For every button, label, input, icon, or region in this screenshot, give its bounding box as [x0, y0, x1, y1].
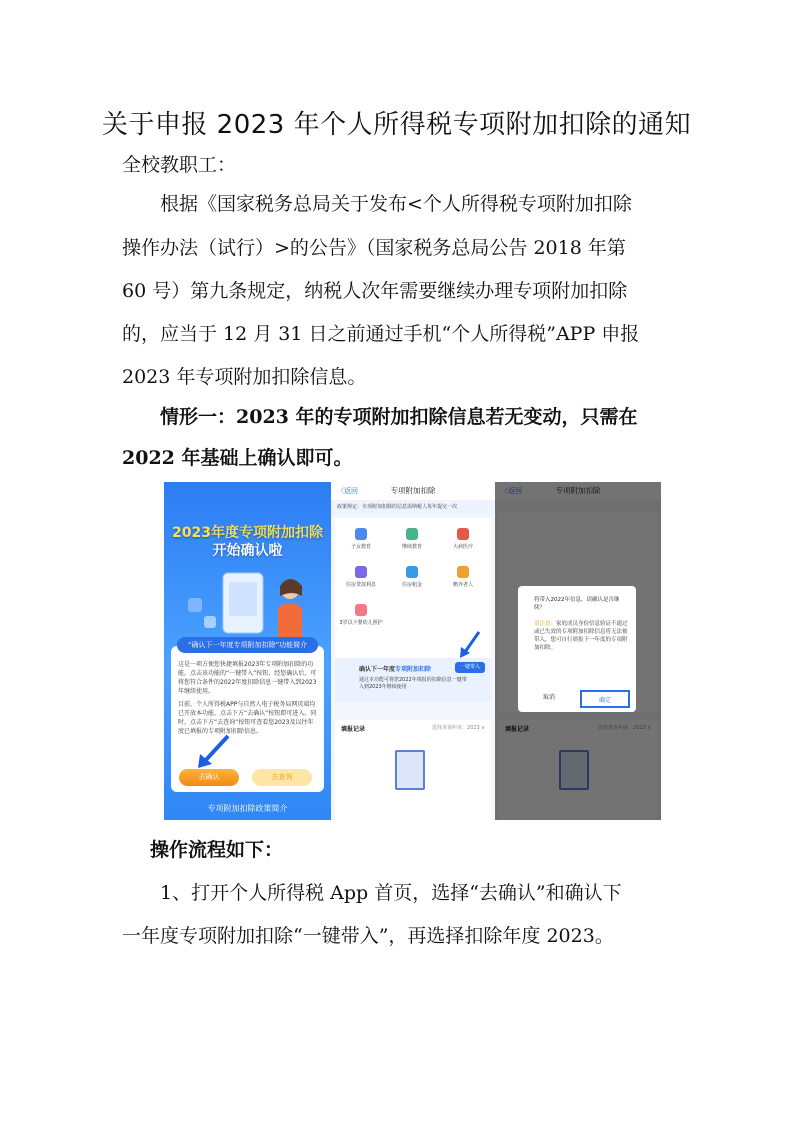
nav-title: 专项附加扣除: [390, 486, 436, 495]
dialog-note: 家庭成员身份信息验证不通过或已失效的专项附加扣除信息将无法被带入，您可自行填报下一年度的专项附加扣除。: [534, 621, 628, 651]
child-education-icon: [355, 528, 367, 540]
case1-line: 情形一：2023 年的专项附加扣除信息若无变动，只需在: [160, 406, 638, 428]
card-paragraph: 目前，个人所得税APP与自然人电子税务局网页端均已开放本功能，点击下方“去确认”按钮即可进入。同时，点击下方“去查询”按钮可查看您2023及以往年度已填报的专项附加扣除信息。: [178, 701, 317, 735]
intro-line: 根据《国家税务总局关于发布<个人所得税专项附加扣除: [160, 193, 632, 215]
empty-document-icon: [395, 750, 425, 790]
policy-notice: 政策规定：专项附加扣除的信息需纳税人每年提交一次: [331, 500, 495, 514]
dialog-question: 将带入2022年信息，请确认是否继续？: [534, 597, 620, 611]
intro-line: 60 号）第九条规定，纳税人次年需要继续办理专项附加扣除: [122, 280, 628, 302]
step1-line: 1、打开个人所得税 App 首页，选择“去确认”和确认下: [160, 882, 622, 904]
record-title: 填报记录: [341, 726, 366, 733]
intro-line: 的，应当于 12 月 31 日之前通过手机“个人所得税”APP 申报: [122, 323, 640, 345]
year-select[interactable]: 选择查询年度：2023 ∨: [432, 725, 485, 731]
page-title: 关于申报 2023 年个人所得税专项附加扣除的通知: [101, 110, 692, 140]
item-rent[interactable]: 住房租金: [388, 566, 436, 588]
confirm-description: 通过本功能可将您2022年填报的扣除信息一键带入到2023年继续使用: [359, 677, 467, 690]
house-loan-icon: [355, 566, 367, 578]
arrow-icon: [194, 734, 234, 770]
rent-icon: [406, 566, 418, 578]
card-title: “确认下一年度专项附加扣除”功能简介: [177, 637, 318, 653]
go-query-button[interactable]: 去查询: [252, 769, 312, 786]
intro-line: 操作办法（试行）>的公告》（国家税务总局公告 2018 年第: [122, 237, 626, 259]
card-paragraph: 这是一项方便您快捷填报2023年专项附加扣除的功能，点击该功能的“一键带入”按钮，经您确认后，可将您符合条件的2022年度扣除信息一键带入到2023年继续使用。: [178, 661, 317, 695]
continuing-education-icon: [406, 528, 418, 540]
item-child-education[interactable]: 子女教育: [337, 528, 385, 550]
confirm-next-year-panel: 确认下一年度专项附加扣除 一键带入 通过本功能可将您2022年填报的扣除信息一键带入到2023年继续使用: [335, 658, 491, 702]
record-section: [335, 720, 491, 820]
one-click-import-button[interactable]: 一键带入: [455, 662, 485, 673]
back-button[interactable]: 〈返回: [337, 487, 358, 495]
medical-icon: [457, 528, 469, 540]
elderly-icon: [457, 566, 469, 578]
promo-banner: 2023年度专项附加扣除 开始确认啦: [172, 525, 323, 559]
infant-icon: [355, 604, 367, 616]
item-mortgage-interest[interactable]: 住房贷款利息: [337, 566, 385, 588]
policy-intro-link[interactable]: 专项附加扣除政策简介: [207, 804, 288, 813]
step1-line: 一年度专项附加扣除“一键带入”，再选择扣除年度 2023。: [122, 925, 614, 947]
screenshot-deduction-home: [331, 482, 495, 820]
screenshot-import-dialog: [495, 482, 661, 820]
item-infant-care[interactable]: 3岁以下婴幼儿照护: [337, 604, 385, 626]
cancel-button[interactable]: 取消: [542, 694, 555, 701]
item-serious-illness[interactable]: 大病医疗: [439, 528, 487, 550]
promo-illustration: [178, 568, 318, 638]
case1-line: 2022 年基础上确认即可。: [122, 447, 353, 469]
intro-line: 2023 年专项附加扣除信息。: [122, 366, 367, 388]
arrow-icon: [457, 630, 483, 660]
process-title: 操作流程如下：: [150, 839, 284, 861]
salutation: 全校教职工：: [122, 154, 237, 176]
item-elderly-support[interactable]: 赡养老人: [439, 566, 487, 588]
import-confirm-dialog: 将带入2022年信息，请确认是否继续？ 请注意：家庭成员身份信息验证不通过或已失效的专项附加扣除信息将无法被带入，您可自行填报下一年度的专项附加扣除。 取消 确定: [518, 586, 636, 712]
item-continuing-education[interactable]: 继续教育: [388, 528, 436, 550]
screenshot-confirm-promo: [164, 482, 331, 820]
ok-button[interactable]: 确定: [580, 690, 630, 708]
go-confirm-button[interactable]: 去确认: [179, 769, 239, 786]
